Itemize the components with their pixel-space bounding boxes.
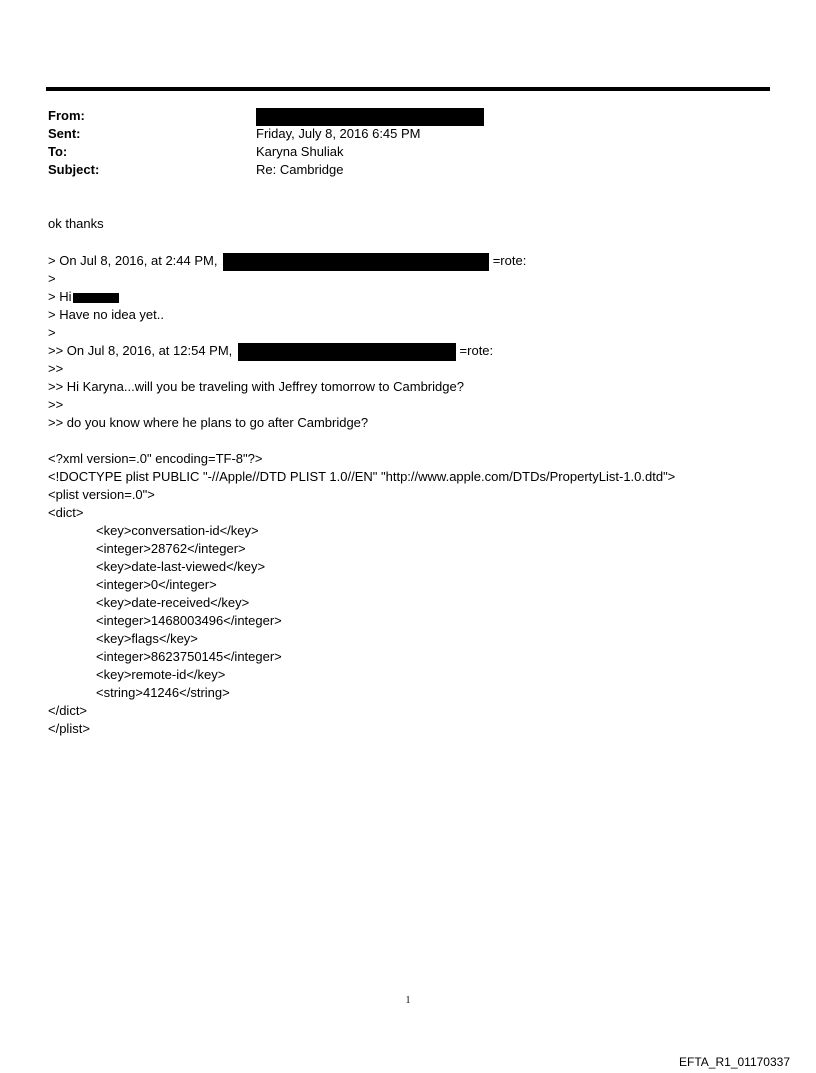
quote-hi-redaction bbox=[73, 293, 119, 303]
xml-key: <key>date-last-viewed</key> bbox=[96, 559, 266, 574]
xml-plist-open: <plist version=.0"> bbox=[48, 487, 155, 502]
subject-label: Subject: bbox=[48, 162, 100, 177]
quote-header-2-suffix: =rote: bbox=[459, 343, 494, 358]
quote-question-travel: >> Hi Karyna...will you be traveling with Jeffrey tomorrow to Cambridge? bbox=[48, 379, 464, 394]
xml-integer: <integer>8623750145</integer> bbox=[96, 649, 282, 664]
xml-key: <key>remote-id</key> bbox=[96, 667, 226, 682]
xml-declaration: <?xml version=.0" encoding=TF-8"?> bbox=[48, 451, 263, 466]
xml-key: <key>conversation-id</key> bbox=[96, 523, 259, 538]
quote-header-2-prefix: >> On Jul 8, 2016, at 12:54 PM, bbox=[48, 343, 233, 358]
quote-no-idea: > Have no idea yet.. bbox=[48, 307, 164, 322]
from-redaction bbox=[256, 108, 484, 126]
xml-integer: <integer>1468003496</integer> bbox=[96, 613, 282, 628]
xml-doctype: <!DOCTYPE plist PUBLIC "-//Apple//DTD PLIST 1.0//EN" "http://www.apple.com/DTDs/PropertyList-1.0.dtd"> bbox=[48, 469, 676, 484]
quote-hi-text: > Hi bbox=[48, 289, 72, 304]
quote-header-2 bbox=[48, 342, 493, 360]
xml-string: <string>41246</string> bbox=[96, 685, 230, 700]
page-number: 1 bbox=[405, 995, 411, 1006]
sent-value: Friday, July 8, 2016 6:45 PM bbox=[256, 126, 421, 141]
quote-line: > bbox=[48, 325, 56, 340]
xml-integer: <integer>28762</integer> bbox=[96, 541, 246, 556]
xml-key: <key>flags</key> bbox=[96, 631, 198, 646]
xml-integer: <integer>0</integer> bbox=[96, 577, 217, 592]
xml-plist-close: </plist> bbox=[48, 721, 90, 736]
sent-label: Sent: bbox=[48, 126, 81, 141]
quote-hi bbox=[48, 288, 119, 306]
quote-question-plans: >> do you know where he plans to go after Cambridge? bbox=[48, 415, 369, 430]
quote-header-1-prefix: > On Jul 8, 2016, at 2:44 PM, bbox=[48, 253, 218, 268]
from-label: From: bbox=[48, 108, 85, 123]
quote-header-1-suffix: =rote: bbox=[492, 253, 527, 268]
to-value: Karyna Shuliak bbox=[256, 144, 344, 159]
to-label: To: bbox=[48, 144, 68, 159]
quote-header-1 bbox=[48, 252, 526, 270]
quote-line: >> bbox=[48, 361, 64, 376]
xml-dict-open: <dict> bbox=[48, 505, 84, 520]
subject-value: Re: Cambridge bbox=[256, 162, 344, 177]
quote-line: > bbox=[48, 271, 56, 286]
xml-key: <key>date-received</key> bbox=[96, 595, 250, 610]
from-value bbox=[256, 107, 484, 126]
header-rule bbox=[46, 87, 770, 91]
quote-line: >> bbox=[48, 397, 64, 412]
xml-dict-close: </dict> bbox=[48, 703, 88, 718]
quote-1-redaction bbox=[223, 253, 489, 271]
quote-2-redaction bbox=[238, 343, 456, 361]
document-id: EFTA_R1_01170337 bbox=[679, 1055, 790, 1069]
reply-text: ok thanks bbox=[48, 216, 104, 231]
